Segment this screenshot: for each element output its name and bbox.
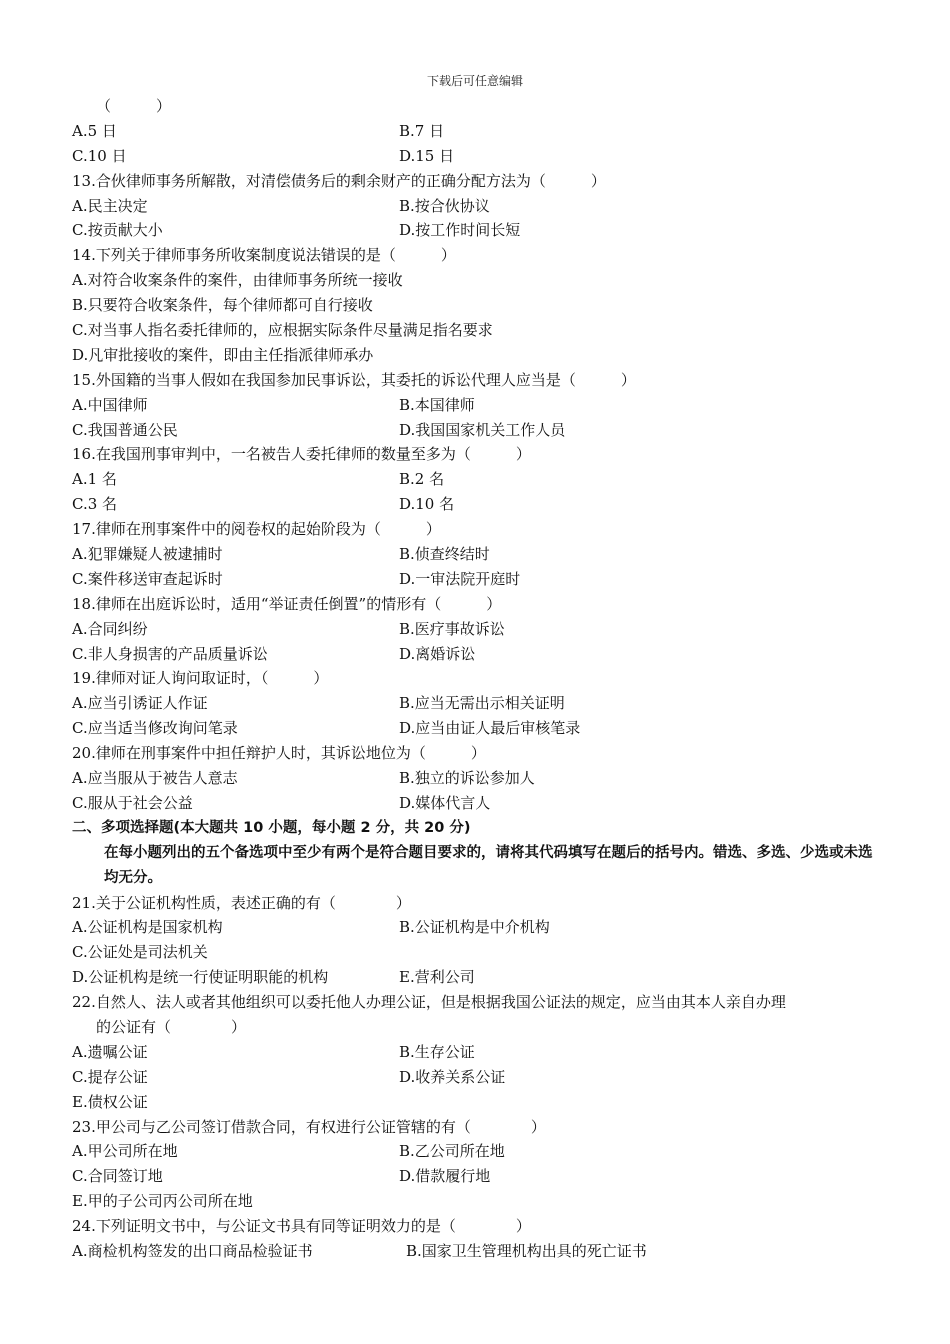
text-line: 20.律师在刑事案件中担任辩护人时，其诉讼地位为（ ）	[72, 744, 486, 763]
option-right: D.收养关系公证	[399, 1067, 506, 1086]
option-left: A.1 名	[72, 470, 117, 489]
option-right: D.离婚诉讼	[399, 644, 476, 663]
question-line	[72, 990, 884, 1040]
text-line: 18.律师在出庭诉讼时，适用“举证责任倒置”的情形有（ ）	[72, 594, 502, 613]
option-row	[72, 1139, 884, 1164]
option-row	[72, 492, 884, 517]
option-row	[72, 467, 884, 492]
option-right: D.10 名	[399, 495, 455, 514]
text-line: 15.外国籍的当事人假如在我国参加民事诉讼，其委托的诉讼代理人应当是（ ）	[72, 370, 636, 389]
text-line: B.只要符合收案条件，每个律师都可自行接收	[72, 296, 373, 315]
option-left: A.遗嘱公证	[72, 1042, 148, 1061]
text-line: A.对符合收案条件的案件，由律师事务所统一接收	[72, 271, 403, 290]
option-right: B.公证机构是中介机构	[399, 918, 550, 937]
option-right: B.生存公证	[399, 1042, 475, 1061]
option-left: A.甲公司所在地	[72, 1142, 178, 1161]
option-left: A.商检机构签发的出口商品检验证书	[72, 1242, 313, 1261]
option-right: B.乙公司所在地	[399, 1142, 505, 1161]
text-line: 14.下列关于律师事务所收案制度说法错误的是（ ）	[72, 246, 456, 265]
page-header: 下载后可任意编辑	[426, 74, 523, 88]
exam-content	[72, 94, 884, 1264]
text-line: C.公证处是司法机关	[72, 943, 208, 962]
option-right: D.按工作时间长短	[399, 221, 521, 240]
option-left: A.中国律师	[72, 395, 148, 414]
option-row	[72, 418, 884, 443]
option-right: B.按合伙协议	[399, 196, 490, 215]
option-left: C.合同签订地	[72, 1167, 163, 1186]
option-row	[72, 542, 884, 567]
option-left: A.应当服从于被告人意志	[72, 769, 238, 788]
text-line: E.债权公证	[72, 1092, 148, 1111]
option-left: C.提存公证	[72, 1067, 148, 1086]
option-left: C.3 名	[72, 495, 118, 514]
option-row	[72, 194, 884, 219]
option-row	[72, 617, 884, 642]
option-right: D.15 日	[399, 146, 455, 165]
option-right: E.营利公司	[399, 968, 475, 987]
option-left: C.按贡献大小	[72, 221, 163, 240]
option-right: B.医疗事故诉讼	[399, 619, 505, 638]
option-row	[72, 642, 884, 667]
text-line: 24.下列证明文书中，与公证文书具有同等证明效力的是（ ）	[72, 1217, 531, 1236]
option-right: B.2 名	[399, 470, 445, 489]
option-right: D.媒体代言人	[399, 793, 491, 812]
option-row	[72, 144, 884, 169]
text-line: 17.律师在刑事案件中的阅卷权的起始阶段为（ ）	[72, 520, 441, 539]
option-left: C.案件移送审查起诉时	[72, 569, 223, 588]
option-row	[72, 1164, 884, 1189]
option-left: C.非人身损害的产品质量诉讼	[72, 644, 268, 663]
option-right: D.一审法院开庭时	[399, 569, 521, 588]
option-row	[72, 791, 884, 816]
question-first-line: 22.自然人、法人或者其他组织可以委托他人办理公证，但是根据我国公证法的规定，应当由其本人亲自办理	[72, 993, 786, 1012]
text-line: D.凡审批接收的案件，即由主任指派律师承办	[72, 345, 374, 364]
text-line: E.甲的子公司丙公司所在地	[72, 1192, 253, 1211]
option-left: A.民主决定	[72, 196, 148, 215]
option-right: B.本国律师	[399, 395, 475, 414]
option-right: D.应当由证人最后审核笔录	[399, 719, 581, 738]
text-line: 21.关于公证机构性质，表述正确的有（ ）	[72, 893, 411, 912]
option-left: A.应当引诱证人作证	[72, 694, 208, 713]
text-line: （ ）	[96, 97, 172, 115]
option-row	[72, 691, 884, 716]
option-row	[72, 1040, 884, 1065]
option-row	[72, 119, 884, 144]
option-right: B.独立的诉讼参加人	[399, 769, 535, 788]
section-instructions: 在每小题列出的五个备选项中至少有两个是符合题目要求的，请将其代码填写在题后的括号内。错选、多选、少选或未选均无分。	[104, 844, 873, 886]
option-left: C.10 日	[72, 146, 127, 165]
option-right: D.我国国家机关工作人员	[399, 420, 566, 439]
option-right: B.7 日	[399, 121, 445, 140]
option-left: A.公证机构是国家机构	[72, 918, 223, 937]
text-line: 13.合伙律师事务所解散，对清偿债务后的剩余财产的正确分配方法为（ ）	[72, 171, 606, 190]
option-row	[72, 1065, 884, 1090]
text-line: C.对当事人指名委托律师的，应根据实际条件尽量满足指名要求	[72, 321, 493, 340]
option-row	[72, 218, 884, 243]
option-left: A.5 日	[72, 121, 117, 140]
text-line: 16.在我国刑事审判中，一名被告人委托律师的数量至多为（ ）	[72, 445, 531, 464]
option-left: A.合同纠纷	[72, 619, 148, 638]
option-left: A.犯罪嫌疑人被逮捕时	[72, 545, 223, 564]
option-left: C.应当适当修改询问笔录	[72, 719, 238, 738]
option-row	[72, 915, 884, 940]
option-left: C.服从于社会公益	[72, 793, 193, 812]
text-line: 19.律师对证人询问取证时，（ ）	[72, 669, 329, 688]
option-row	[72, 716, 884, 741]
option-right: B.应当无需出示相关证明	[399, 694, 565, 713]
section-heading: 二、多项选择题(本大题共 10 小题，每小题 2 分，共 20 分)	[72, 819, 471, 836]
option-row	[72, 393, 884, 418]
option-right: D.借款履行地	[399, 1167, 491, 1186]
text-line: 23.甲公司与乙公司签订借款合同，有权进行公证管辖的有（ ）	[72, 1117, 546, 1136]
option-row	[72, 965, 884, 990]
option-row	[72, 766, 884, 791]
option-right: B.侦查终结时	[399, 545, 490, 564]
option-row	[72, 1239, 884, 1264]
option-row	[72, 567, 884, 592]
option-left: D.公证机构是统一行使证明职能的机构	[72, 968, 329, 987]
question-continuation: 的公证有（ ）	[96, 1018, 247, 1036]
option-right: B.国家卫生管理机构出具的死亡证书	[406, 1242, 647, 1261]
option-left: C.我国普通公民	[72, 420, 178, 439]
